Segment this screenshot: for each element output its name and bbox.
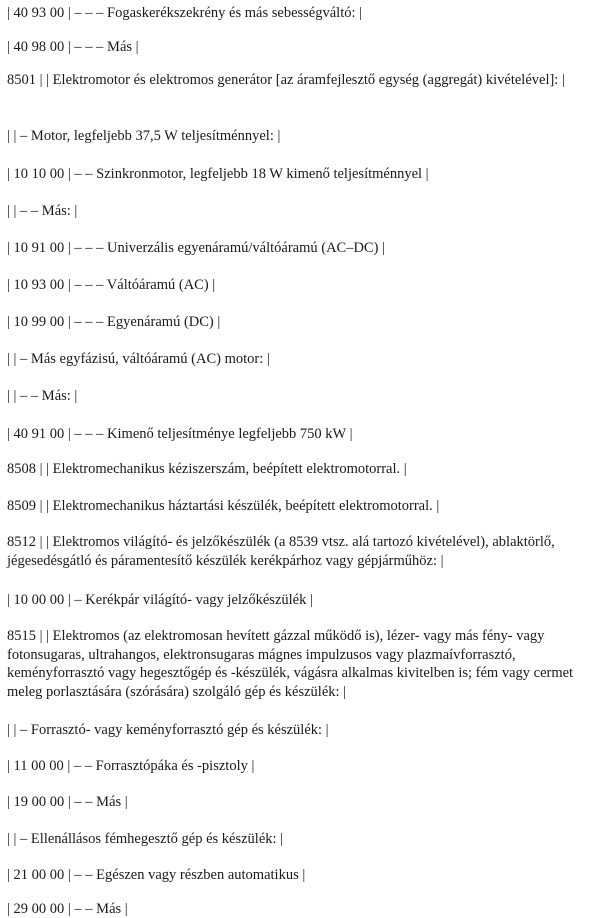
text-line: | 10 99 00 | – – – Egyenáramú (DC) | (7, 314, 221, 330)
text-line: | 10 91 00 | – – – Univerzális egyenáramú/váltóáramú (AC–DC) | (7, 240, 385, 256)
text-line: | 10 93 00 | – – – Váltóáramú (AC) | (7, 277, 216, 293)
text-line: 8509 | | Elektromechanikus háztartási készülék, beépített elektromotorral. | (7, 498, 440, 514)
text-line: | | – – Más: | (7, 203, 78, 219)
text-line: | 40 98 00 | – – – Más | (7, 39, 139, 55)
text-line: | | – – Más: | (7, 388, 78, 404)
text-line: | 19 00 00 | – – Más | (7, 794, 128, 810)
text-line: | 11 00 00 | – – Forrasztópáka és -pisztoly | (7, 758, 255, 774)
text-line: 8512 | | Elektromos világító- és jelzőkészülék (a 8539 vtsz. alá tartozó kivételével), ablaktörlő, jégesedésgátló és páramentesítő készülék kerékpárhoz vagy gépjárműhöz: | (7, 534, 555, 569)
text-line: 8508 | | Elektromechanikus kéziszerszám, beépített elektromotorral. | (7, 461, 407, 477)
text-line: 8501 | | Elektromotor és elektromos generátor [az áramfejlesztő egység (aggregát) kivételével]: | (7, 72, 565, 88)
text-line: | 40 93 00 | – – – Fogaskerékszekrény és más sebességváltó: | (7, 5, 363, 21)
text-line: | 21 00 00 | – – Egészen vagy részben automatikus | (7, 867, 306, 883)
text-line: | 29 00 00 | – – Más | (7, 901, 128, 917)
text-line: | 10 10 00 | – – Szinkronmotor, legfeljebb 18 W kimenő teljesítménnyel | (7, 166, 429, 182)
text-line: 8515 | | Elektromos (az elektromosan hevített gázzal működő is), lézer- vagy más fény- vagy fotonsugaras, ultrahangos, elektronsugaras mágnes impulzusos vagy plazmaívforrasztó, keményforrasztó vagy hegesztőgép és -készülék, vágásra alkalmas kivitelben is; fém vagy cermet meleg porlasztására (szórására) szolgáló gép és készülék: | (7, 628, 574, 700)
text-line: | | – Forrasztó- vagy keményforrasztó gép és készülék: | (7, 722, 329, 738)
text-line: | 10 00 00 | – Kerékpár világító- vagy jelzőkészülék | (7, 592, 313, 608)
text-line: | | – Más egyfázisú, váltóáramú (AC) motor: | (7, 351, 270, 367)
text-line: | 40 91 00 | – – – Kimenő teljesítménye legfeljebb 750 kW | (7, 426, 353, 442)
text-line: | | – Ellenállásos fémhegesztő gép és készülék: | (7, 831, 284, 847)
text-line: | | – Motor, legfeljebb 37,5 W teljesítménnyel: | (7, 128, 281, 144)
